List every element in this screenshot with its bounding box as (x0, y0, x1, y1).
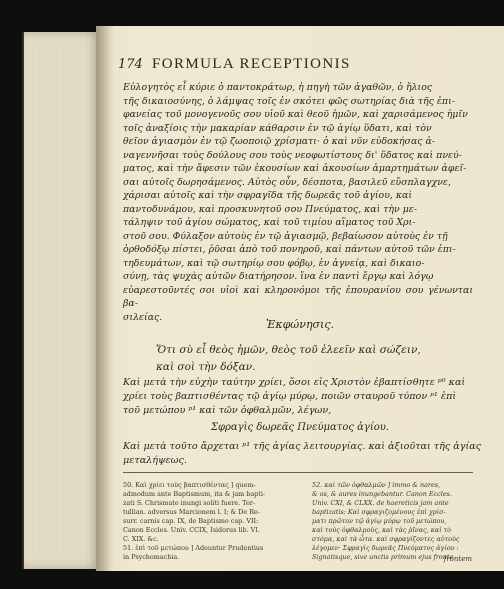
ekphonesis-heading: Ἐκφώνησις. (265, 318, 335, 331)
closing-rubric: Καὶ μετὰ τοῦτο ἄρχεται ᵖ¹ τῆς ἁγίας λειτουργίας. καὶ ἀξιοῦται τῆς ἁγίας μεταλήψεως. (123, 441, 482, 466)
catchword: frontem (443, 555, 472, 563)
page-number: 174 (118, 57, 143, 72)
sphragis-formula: Σφραγὶς δωρεᾶς Πνεύματος ἁγίου. (210, 422, 390, 433)
page-edges (22, 32, 102, 569)
footnotes (123, 481, 483, 562)
spine-shadow (96, 26, 114, 571)
open-book (22, 26, 504, 571)
book-page (96, 26, 504, 571)
running-title: FORMULA RECEPTIONIS (152, 56, 351, 72)
footnote-rule (123, 472, 473, 473)
footnotes-left: 50. Καὶ χρίει τοὺς βαπτισθέντας ] quem- admodum ante Baptismum, ita & jam bapti- zati S. Chrismate inungi soliti fuere. Ter- tullian. adversus Marcionem l. I; & De Re- surr. carnis cap. IX, de Baptismo cap. VII: Canon Eccles. Univ. CCIX, Isidorus lib. VI. C. XIX. &c. 51. ἐπὶ τοῦ μετώπου ] Adeuntur Prudentius in Psychomachia. (123, 481, 266, 561)
prayer-text: Εὐλογητὸς εἶ κύριε ὁ παντοκράτωρ, ἡ πηγὴ τῶν ἀγαθῶν, ὁ ἥλιος τῆς δικαιοσύνης, ὁ λάμψας τοῖς ἐν σκότει φῶς σωτηρίας διὰ τῆς ἐπι- φανείας τοῦ μονογενοῦς σου υἱοῦ καὶ θεοῦ ἡμῶν, καὶ χαρισάμενος ἡμῖν τοῖς ἀναξίοις τὴν μακαρίαν κάθαρσιν ἐν τῷ ἁγίῳ ὕδατι, καὶ τὸν θεῖον ἁγιασμὸν ἐν τῷ ζωοποιῷ χρίσματι· ὁ καὶ νῦν εὐδοκήσας ἀ- ναγεννῆσαι τοὺς δούλους σου τοὺς νεοφωτίστους δι' ὕδατος καὶ πνεύ- ματος, καὶ τὴν ἄφεσιν τῶν ἑκουσίων καὶ ἀκουσίων ἁμαρτημάτων ἀφεῖ- σαι αὐτοῖς δωρησάμενος. Αὐτὸς οὖν, δέσποτα, βασιλεῦ εὔσπλαγχνε, χάρισαι αὐτοῖς καὶ τὴν σφραγῖδα τῆς δωρεᾶς τοῦ ἁγίου, καὶ παντοδυνάμου, καὶ προσκυνητοῦ σου Πνεύματος, καὶ τὴν με- τάληψιν τοῦ ἁγίου σώματος, καὶ τοῦ τιμίου αἵματος τοῦ Χρι- στοῦ σου. Φύλαξον αὐτοὺς ἐν τῷ ἁγιασμῷ, βεβαίωσον αὐτοὺς ἐν τῇ ὀρθοδόξῳ πίστει, ῥῦσαι ἀπὸ τοῦ πονηροῦ, καὶ πάντων αὐτοῦ τῶν ἐπι- τηδευμάτων, καὶ τῷ σωτηρίῳ σου φόβῳ, ἐν ἁγνείᾳ, καὶ δικαιο- σύνῃ, τὰς ψυχὰς αὐτῶν διατήρησον. ἵνα ἐν παντὶ ἔργῳ καὶ λόγῳ εὐαρεστοῦντές σοι υἱοὶ καὶ κληρονόμοι τῆς ἐπουρανίου σου γένωνται βα- σιλείας. (123, 82, 473, 323)
rubric-paragraph: Καὶ μετὰ τὴν εὐχὴν ταύτην χρίει, ὅσοι εἰς Χριστὸν ἐβαπτίσθητε ᵖ⁰ καὶ χρίει τοὺς βαπτισθέντας τῷ ἁγίῳ μύρῳ, ποιῶν σταυροῦ τύπον ᵖ¹ ἐπὶ τοῦ μετώπου ᵖ¹ καὶ τῶν ὀφθαλμῶν, λέγων, (123, 377, 466, 416)
ekphonesis-text: Ὅτι σὺ εἶ θεὸς ἡμῶν, θεὸς τοῦ ἐλεεῖν καὶ σώζειν, καὶ σοὶ τὴν δόξαν. (156, 344, 421, 373)
page-header (118, 57, 496, 77)
footnotes-right: 52. καὶ τῶν ὀφθαλμῶν ] immo & nares, & os, & aures inungebantur. Canon Eccles. Univ. CXI, & CLXX. de haereticis jam ante baptizatis: Καὶ σφραγιζομένους ἐπὶ χρίσ- ματι πρῶτον τῷ ἁγίῳ μύρῳ τοῦ μετώπου, καὶ τοὺς ὀφθαλμοὺς, καὶ τὰς ῥῖνας, καὶ τὸ στόμα, καὶ τὰ ὦτα. καὶ σφραγίζοντες αὐτοὺς λέγομεν· Σφραγὶς δωρεᾶς Πνεύματος ἁγίου : Signatisque, sive unctis primum ejus fronte (312, 481, 460, 561)
